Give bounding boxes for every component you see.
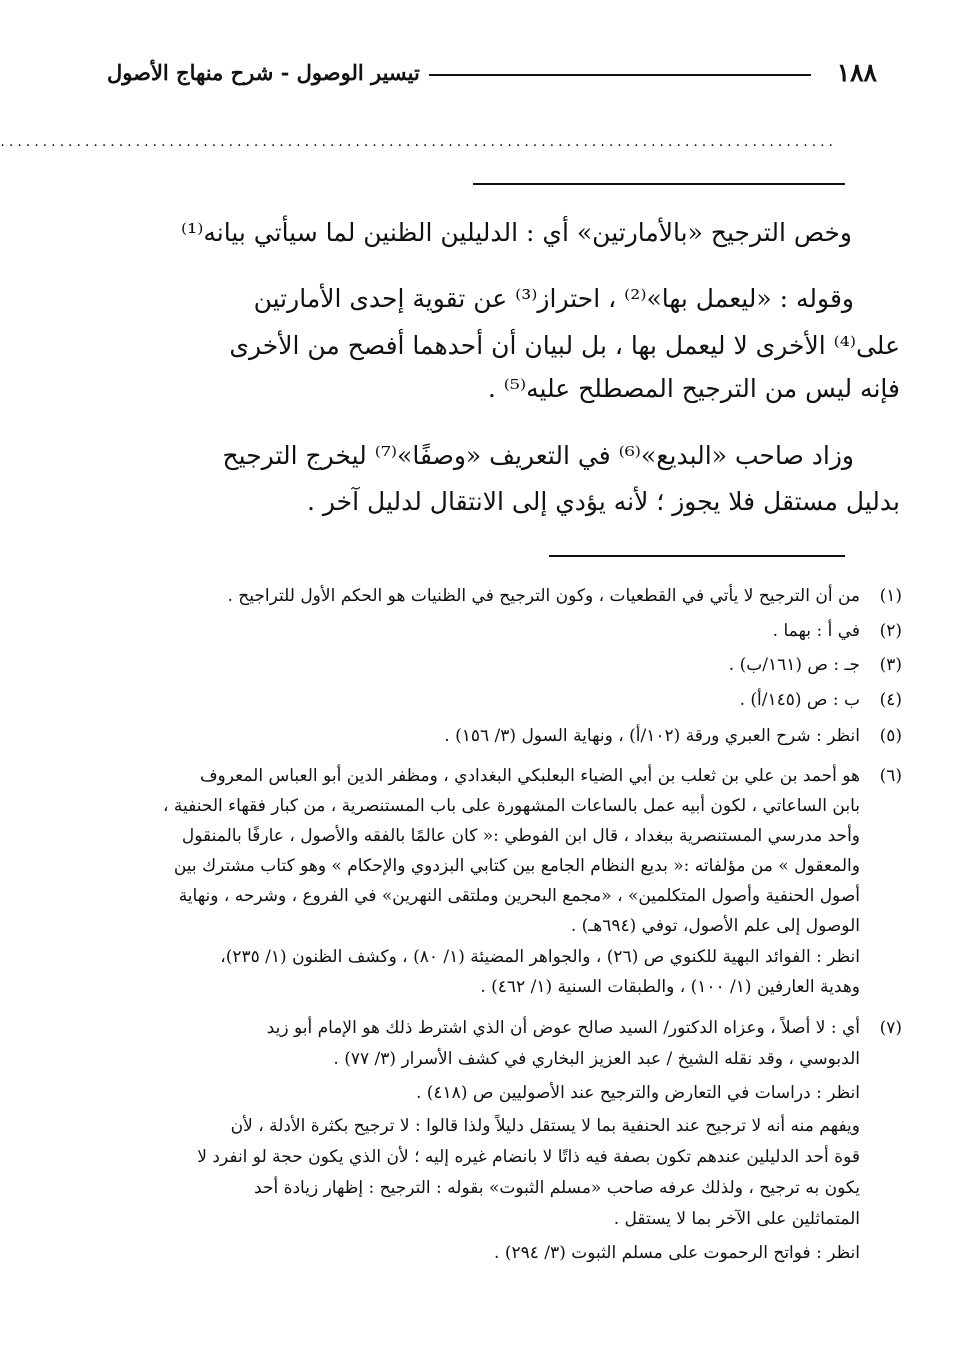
body-line-6: بدليل مستقل فلا يجوز ؛ لأنه يؤدي إلى الانتقال لدليل آخر . (306, 487, 900, 516)
footnote-3 (728, 653, 902, 677)
header-rule (429, 74, 811, 76)
page-header (107, 58, 877, 98)
section-rule (473, 183, 845, 185)
footnote-text: انظر : شرح العبري ورقة (١٠٢/أ) ، ونهاية السول (٣/ ١٥٦) . (444, 726, 860, 746)
footnote-6-line-1 (109, 764, 902, 788)
footnote-number: (٤) (879, 690, 902, 710)
footnote-number: (٣) (879, 655, 902, 675)
footnote-5 (444, 724, 902, 748)
footnote-6-line-4: والمعقول » من مؤلفاته :« بديع النظام الجامع بين كتابي البزدوي والإحكام » وهو كتاب مشترك بين (173, 856, 860, 876)
footnote-7-line-6: يكون به ترجيح ، ولذلك عرفه صاحب «مسلم الثبوت» بقوله : الترجيح : إظهار زيادة أحد (254, 1178, 860, 1198)
footnote-6-line-6: الوصول إلى علم الأصول، توفي (٦٩٤هـ) . (570, 916, 860, 936)
footnote-7-line-3: انظر : دراسات في التعارض والترجيح عند الأصوليين ص (٤١٨) . (415, 1083, 860, 1103)
running-title: تيسير الوصول - شرح منهاج الأصول (107, 60, 420, 85)
footnote-number: (٢) (879, 621, 902, 641)
footnote-7-line-5: قوة أحد الدليلين عندهم تكون بصفة فيه ذاتًا لا بانضام غيره إليه ؛ لأن الذي يكون حجة لو انفرد لا (197, 1147, 860, 1167)
footnote-number: (١) (879, 586, 902, 606)
footnote-text: جـ : ص (١٦١/ب) . (728, 655, 860, 675)
footnote-2 (772, 619, 902, 643)
footnote-6-ref-2: وهدية العارفين (١/ ١٠٠) ، والطبقات السنية (١/ ٤٦٢) . (480, 977, 860, 997)
footnote-text: في أ : بهما . (772, 621, 860, 641)
footnote-7-line-7: المتماثلين على الآخر بما لا يستقل . (613, 1209, 860, 1229)
footnote-4 (739, 688, 902, 712)
footnote-text: هو أحمد بن علي بن ثعلب بن أبي الضياء البعلبكي البغدادي ، ومظفر الدين أبو العباس المعروف (199, 766, 860, 786)
footnote-7-line-1 (109, 1016, 902, 1040)
page-number: ١٨٨ (836, 58, 877, 87)
body-line-5: وزاد صاحب «البديع»⁽⁶⁾ في التعريف «وصفًا»⁽⁷⁾ ليخرج الترجيح (222, 441, 854, 470)
footnote-6-line-5: أصول الحنفية وأصول المتكلمين» ، «مجمع البحرين وملتقى النهرين» في الفروع ، وشرحه ، ونهاية (178, 886, 860, 906)
footnote-1 (227, 584, 902, 608)
separator-dots: ................................................................................................... (0, 134, 837, 150)
body-line-1: وخص الترجيح «بالأمارتين» أي : الدليلين الظنين لما سيأتي بيانه⁽¹⁾ (181, 218, 852, 247)
footnote-text: من أن الترجيح لا يأتي في القطعيات ، وكون الترجيح في الظنيات هو الحكم الأول للتراجيح . (227, 586, 860, 606)
footnote-6-line-3: وأحد مدرسي المستنصرية ببغداد ، قال ابن الفوطي :« كان عالمًا بالفقه والأصول ، عارفًا بالمنقول (181, 826, 860, 846)
footnote-6-ref-1: انظر : الفوائد البهية للكنوي ص (٢٦) ، والجواهر المضيئة (١/ ٨٠) ، وكشف الظنون (١/ ٢٣٥)، (220, 947, 860, 967)
footnote-number: (٦) (879, 766, 902, 786)
footnote-number: (٥) (879, 726, 902, 746)
footnote-6-line-2: بابن الساعاتي ، لكون أبيه عمل بالساعات المشهورة على باب المستنصرية ، من كبار فقهاء الحنفية ، (163, 796, 860, 816)
body-line-3: على⁽⁴⁾ الأخرى لا ليعمل بها ، بل لبيان أن أحدهما أفصح من الأخرى (229, 331, 900, 360)
footnote-7-line-2: الدبوسي ، وقد نقله الشيخ / عبد العزيز البخاري في كشف الأسرار (٣/ ٧٧) . (333, 1049, 860, 1069)
body-line-4: فإنه ليس من الترجيح المصطلح عليه⁽⁵⁾ . (487, 374, 900, 403)
body-line-2: وقوله : «ليعمل بها»⁽²⁾ ، احتراز⁽³⁾ عن تقوية إحدى الأمارتين (253, 284, 854, 313)
footnote-7-line-4: ويفهم منه أنه لا ترجيح عند الحنفية بما لا يستقل دليلاً ولذا قالوا : لا ترجيح بكثرة الأدلة ، لأن (230, 1116, 860, 1136)
footnote-text: ب : ص (١٤٥/أ) . (739, 690, 860, 710)
footnote-number: (٧) (879, 1018, 902, 1038)
footnote-rule (549, 555, 845, 557)
footnote-text: أي : لا أصلاً ، وعزاه الدكتور/ السيد صالح عوض أن الذي اشترط ذلك هو الإمام أبو زيد (266, 1018, 860, 1038)
footnote-7-ref: انظر : فواتح الرحموت على مسلم الثبوت (٣/ ٢٩٤) . (494, 1243, 860, 1263)
